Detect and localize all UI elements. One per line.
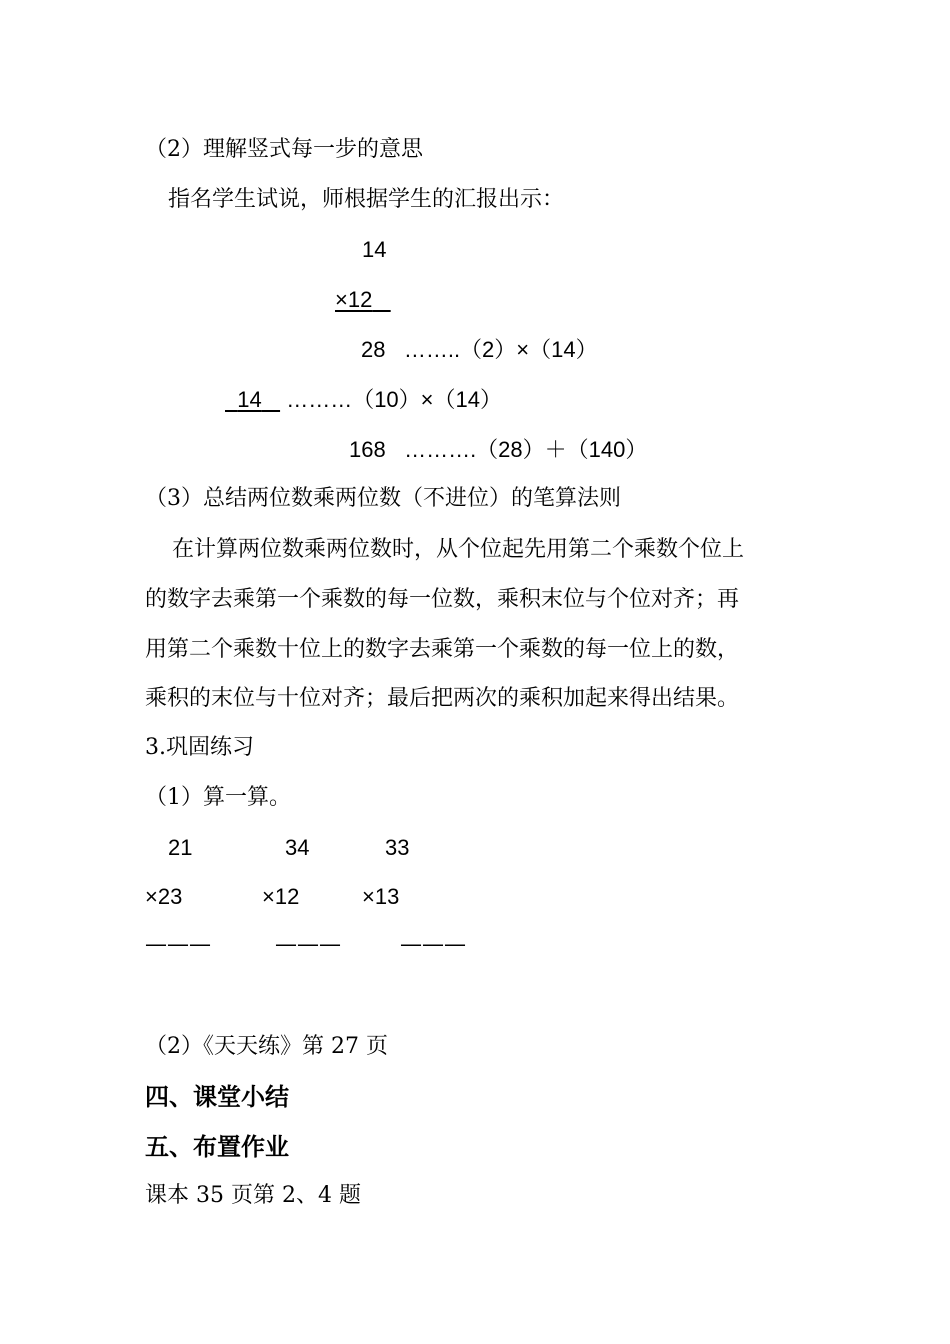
practice-heading: 3.巩固练习 [145, 735, 254, 760]
problem-2-line: ——— [275, 932, 341, 957]
problem-3-bottom: ×13 [362, 884, 400, 909]
rule-line-2: 的数字去乘第一个乘数的每一位数，乘积末位与个位对齐；再 [145, 587, 740, 612]
rule-line-1: 在计算两位数乘两位数时，从个位起先用第二个乘数个位上 [172, 537, 745, 562]
vertical-multiplier-text: ×12 [335, 287, 373, 312]
vertical-multiplier [335, 285, 391, 315]
result-value: 168 [349, 437, 386, 462]
practice1-heading: （1）算一算。 [145, 785, 291, 810]
step2-intro: 指名学生试说，师根据学生的汇报出示： [168, 187, 565, 212]
problem-1-bottom: ×23 [145, 884, 183, 909]
partial2-value: 14 [237, 387, 262, 412]
vertical-result [349, 435, 647, 465]
rule-line-3: 用第二个乘数十位上的数字去乘第一个乘数的每一位上的数， [145, 637, 740, 662]
problem-2-bottom: ×12 [262, 884, 300, 909]
problem-3-line: ——— [400, 932, 466, 957]
step3-heading: （3）总结两位数乘两位数（不进位）的笔算法则 [145, 486, 621, 511]
result-note: ……….（28）＋（140） [404, 437, 648, 462]
vertical-partial2 [225, 385, 502, 415]
underline-pad [372, 287, 390, 312]
rule-line-4: 乘积的末位与十位对齐；最后把两次的乘积加起来得出结果。 [145, 686, 740, 711]
practice2: （2）《天天练》第 27 页 [145, 1034, 388, 1059]
vertical-partial1 [361, 335, 598, 365]
section5-heading: 五、布置作业 [145, 1132, 289, 1161]
problem-1-top: 21 [168, 835, 193, 860]
section4-heading: 四、课堂小结 [145, 1082, 289, 1111]
homework: 课本 35 页第 2、4 题 [145, 1183, 361, 1208]
partial1-value: 28 [361, 337, 386, 362]
problem-2-top: 34 [285, 835, 310, 860]
step2-heading: （2）理解竖式每一步的意思 [145, 137, 423, 162]
vertical-multiplicand: 14 [362, 237, 387, 262]
partial2-note: ………（10）×（14） [286, 387, 502, 412]
problem-1-line: ——— [145, 932, 211, 957]
partial1-note: ……..（2）×（14） [403, 337, 598, 362]
problem-3-top: 33 [385, 835, 410, 860]
partial2-underlined [225, 387, 280, 412]
